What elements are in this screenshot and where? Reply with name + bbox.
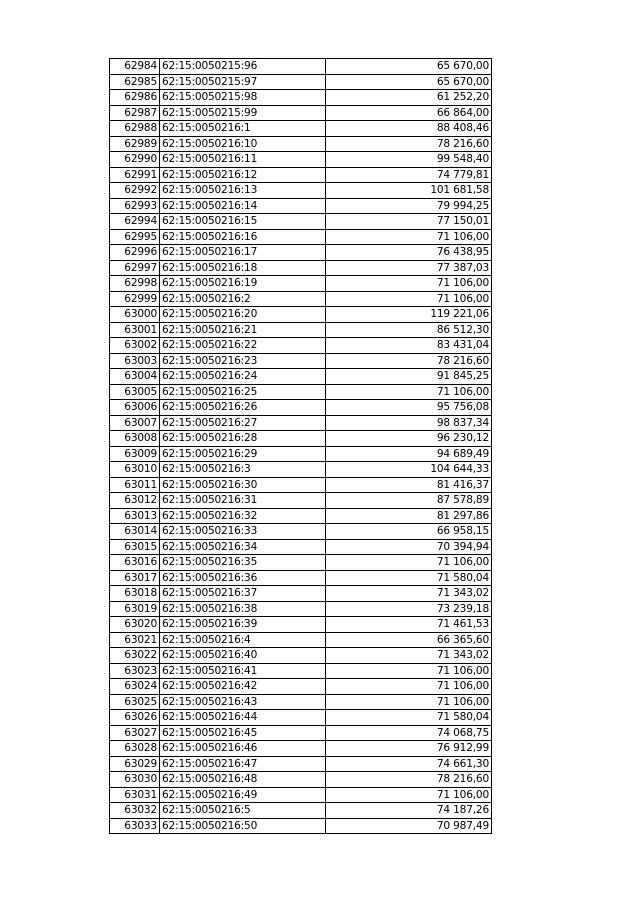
cadastral-number-cell: 62:15:0050216:26 <box>160 400 326 416</box>
row-number-cell: 63020 <box>110 617 160 633</box>
row-number-cell: 63016 <box>110 555 160 571</box>
cadastral-number-cell: 62:15:0050216:29 <box>160 446 326 462</box>
cadastral-value-cell: 86 512,30 <box>326 322 492 338</box>
table-row <box>110 493 492 509</box>
cadastral-value-cell: 71 580,04 <box>326 570 492 586</box>
row-number-cell: 63030 <box>110 772 160 788</box>
row-number-cell: 63017 <box>110 570 160 586</box>
table-row <box>110 152 492 168</box>
table-row <box>110 787 492 803</box>
cadastral-value-cell: 83 431,04 <box>326 338 492 354</box>
cadastral-number-cell: 62:15:0050216:5 <box>160 803 326 819</box>
cadastral-value-cell: 98 837,34 <box>326 415 492 431</box>
row-number-cell: 62985 <box>110 74 160 90</box>
cadastral-value-cell: 71 106,00 <box>326 229 492 245</box>
cadastral-number-cell: 62:15:0050216:21 <box>160 322 326 338</box>
cadastral-value-cell: 88 408,46 <box>326 121 492 137</box>
row-number-cell: 62989 <box>110 136 160 152</box>
cadastral-value-cell: 78 216,60 <box>326 136 492 152</box>
row-number-cell: 62995 <box>110 229 160 245</box>
cadastral-value-cell: 76 438,95 <box>326 245 492 261</box>
table-row <box>110 322 492 338</box>
cadastral-number-cell: 62:15:0050216:35 <box>160 555 326 571</box>
table-row <box>110 539 492 555</box>
cadastral-value-cell: 71 106,00 <box>326 694 492 710</box>
row-number-cell: 63024 <box>110 679 160 695</box>
table-row <box>110 431 492 447</box>
cadastral-number-cell: 62:15:0050216:25 <box>160 384 326 400</box>
cadastral-number-cell: 62:15:0050216:50 <box>160 818 326 834</box>
table-row <box>110 756 492 772</box>
table-row <box>110 803 492 819</box>
cadastral-value-cell: 71 343,02 <box>326 648 492 664</box>
cadastral-value-cell: 78 216,60 <box>326 353 492 369</box>
cadastral-value-cell: 71 106,00 <box>326 679 492 695</box>
row-number-cell: 62996 <box>110 245 160 261</box>
table-row <box>110 632 492 648</box>
cadastral-value-cell: 81 416,37 <box>326 477 492 493</box>
row-number-cell: 62992 <box>110 183 160 199</box>
row-number-cell: 62998 <box>110 276 160 292</box>
row-number-cell: 62994 <box>110 214 160 230</box>
table-row <box>110 462 492 478</box>
cadastral-value-cell: 99 548,40 <box>326 152 492 168</box>
cadastral-value-table <box>109 58 492 834</box>
cadastral-value-cell: 81 297,86 <box>326 508 492 524</box>
cadastral-number-cell: 62:15:0050216:31 <box>160 493 326 509</box>
table-row <box>110 260 492 276</box>
cadastral-number-cell: 62:15:0050216:34 <box>160 539 326 555</box>
row-number-cell: 62993 <box>110 198 160 214</box>
cadastral-value-cell: 77 150,01 <box>326 214 492 230</box>
row-number-cell: 63006 <box>110 400 160 416</box>
table-row <box>110 384 492 400</box>
row-number-cell: 63022 <box>110 648 160 664</box>
cadastral-value-cell: 61 252,20 <box>326 90 492 106</box>
table-row <box>110 183 492 199</box>
cadastral-number-cell: 62:15:0050216:23 <box>160 353 326 369</box>
row-number-cell: 62991 <box>110 167 160 183</box>
cadastral-value-cell: 77 387,03 <box>326 260 492 276</box>
cadastral-number-cell: 62:15:0050216:36 <box>160 570 326 586</box>
cadastral-number-cell: 62:15:0050215:96 <box>160 59 326 75</box>
row-number-cell: 63027 <box>110 725 160 741</box>
row-number-cell: 63003 <box>110 353 160 369</box>
table-row <box>110 59 492 75</box>
cadastral-value-cell: 65 670,00 <box>326 74 492 90</box>
row-number-cell: 63011 <box>110 477 160 493</box>
cadastral-value-cell: 78 216,60 <box>326 772 492 788</box>
cadastral-value-cell: 70 987,49 <box>326 818 492 834</box>
cadastral-value-cell: 79 994,25 <box>326 198 492 214</box>
table-row <box>110 276 492 292</box>
cadastral-value-cell: 71 106,00 <box>326 384 492 400</box>
row-number-cell: 63033 <box>110 818 160 834</box>
row-number-cell: 62986 <box>110 90 160 106</box>
cadastral-number-cell: 62:15:0050216:44 <box>160 710 326 726</box>
cadastral-value-cell: 104 644,33 <box>326 462 492 478</box>
table-row <box>110 741 492 757</box>
row-number-cell: 63001 <box>110 322 160 338</box>
cadastral-number-cell: 62:15:0050216:27 <box>160 415 326 431</box>
row-number-cell: 63019 <box>110 601 160 617</box>
table-row <box>110 508 492 524</box>
cadastral-number-cell: 62:15:0050216:19 <box>160 276 326 292</box>
table-row <box>110 136 492 152</box>
table-body <box>110 59 492 834</box>
cadastral-number-cell: 62:15:0050216:10 <box>160 136 326 152</box>
row-number-cell: 63023 <box>110 663 160 679</box>
cadastral-number-cell: 62:15:0050216:12 <box>160 167 326 183</box>
row-number-cell: 63031 <box>110 787 160 803</box>
cadastral-value-cell: 71 461,53 <box>326 617 492 633</box>
table-row <box>110 121 492 137</box>
row-number-cell: 63010 <box>110 462 160 478</box>
cadastral-number-cell: 62:15:0050216:40 <box>160 648 326 664</box>
cadastral-value-cell: 73 239,18 <box>326 601 492 617</box>
cadastral-number-cell: 62:15:0050216:1 <box>160 121 326 137</box>
row-number-cell: 62997 <box>110 260 160 276</box>
table-row <box>110 601 492 617</box>
cadastral-number-cell: 62:15:0050216:20 <box>160 307 326 323</box>
row-number-cell: 62990 <box>110 152 160 168</box>
table-row <box>110 772 492 788</box>
table-row <box>110 369 492 385</box>
cadastral-number-cell: 62:15:0050215:98 <box>160 90 326 106</box>
cadastral-number-cell: 62:15:0050216:32 <box>160 508 326 524</box>
row-number-cell: 63028 <box>110 741 160 757</box>
table-row <box>110 586 492 602</box>
row-number-cell: 63015 <box>110 539 160 555</box>
table-row <box>110 400 492 416</box>
cadastral-number-cell: 62:15:0050216:39 <box>160 617 326 633</box>
cadastral-number-cell: 62:15:0050216:41 <box>160 663 326 679</box>
cadastral-number-cell: 62:15:0050216:45 <box>160 725 326 741</box>
table-row <box>110 245 492 261</box>
row-number-cell: 63002 <box>110 338 160 354</box>
cadastral-value-cell: 91 845,25 <box>326 369 492 385</box>
cadastral-number-cell: 62:15:0050216:38 <box>160 601 326 617</box>
cadastral-number-cell: 62:15:0050215:97 <box>160 74 326 90</box>
table-row <box>110 307 492 323</box>
cadastral-number-cell: 62:15:0050216:37 <box>160 586 326 602</box>
row-number-cell: 63025 <box>110 694 160 710</box>
cadastral-number-cell: 62:15:0050216:28 <box>160 431 326 447</box>
cadastral-number-cell: 62:15:0050216:2 <box>160 291 326 307</box>
cadastral-value-cell: 74 661,30 <box>326 756 492 772</box>
table-row <box>110 570 492 586</box>
table-row <box>110 477 492 493</box>
table-row <box>110 694 492 710</box>
cadastral-number-cell: 62:15:0050216:47 <box>160 756 326 772</box>
row-number-cell: 63018 <box>110 586 160 602</box>
row-number-cell: 63029 <box>110 756 160 772</box>
cadastral-number-cell: 62:15:0050216:48 <box>160 772 326 788</box>
table-row <box>110 524 492 540</box>
row-number-cell: 63032 <box>110 803 160 819</box>
row-number-cell: 62988 <box>110 121 160 137</box>
table-row <box>110 105 492 121</box>
table-row <box>110 167 492 183</box>
row-number-cell: 63009 <box>110 446 160 462</box>
table-row <box>110 291 492 307</box>
cadastral-value-cell: 66 958,15 <box>326 524 492 540</box>
cadastral-number-cell: 62:15:0050216:33 <box>160 524 326 540</box>
table-row <box>110 710 492 726</box>
cadastral-value-cell: 71 106,00 <box>326 663 492 679</box>
cadastral-number-cell: 62:15:0050216:22 <box>160 338 326 354</box>
row-number-cell: 62984 <box>110 59 160 75</box>
table-row <box>110 679 492 695</box>
cadastral-number-cell: 62:15:0050216:4 <box>160 632 326 648</box>
cadastral-number-cell: 62:15:0050216:16 <box>160 229 326 245</box>
cadastral-number-cell: 62:15:0050216:17 <box>160 245 326 261</box>
cadastral-number-cell: 62:15:0050216:14 <box>160 198 326 214</box>
table-row <box>110 617 492 633</box>
table-row <box>110 555 492 571</box>
cadastral-value-cell: 101 681,58 <box>326 183 492 199</box>
cadastral-number-cell: 62:15:0050216:24 <box>160 369 326 385</box>
row-number-cell: 63005 <box>110 384 160 400</box>
cadastral-value-cell: 65 670,00 <box>326 59 492 75</box>
table-row <box>110 353 492 369</box>
cadastral-value-cell: 71 343,02 <box>326 586 492 602</box>
cadastral-number-cell: 62:15:0050216:3 <box>160 462 326 478</box>
table-row <box>110 338 492 354</box>
row-number-cell: 63008 <box>110 431 160 447</box>
cadastral-value-cell: 71 106,00 <box>326 555 492 571</box>
cadastral-number-cell: 62:15:0050216:42 <box>160 679 326 695</box>
cadastral-value-cell: 71 106,00 <box>326 787 492 803</box>
row-number-cell: 63026 <box>110 710 160 726</box>
row-number-cell: 63007 <box>110 415 160 431</box>
table-row <box>110 198 492 214</box>
cadastral-number-cell: 62:15:0050216:15 <box>160 214 326 230</box>
table-row <box>110 415 492 431</box>
cadastral-number-cell: 62:15:0050216:46 <box>160 741 326 757</box>
cadastral-value-cell: 66 365,60 <box>326 632 492 648</box>
table-row <box>110 725 492 741</box>
cadastral-number-cell: 62:15:0050216:49 <box>160 787 326 803</box>
row-number-cell: 63014 <box>110 524 160 540</box>
cadastral-value-cell: 66 864,00 <box>326 105 492 121</box>
table-row <box>110 648 492 664</box>
cadastral-value-cell: 74 068,75 <box>326 725 492 741</box>
table-row <box>110 74 492 90</box>
cadastral-value-cell: 76 912,99 <box>326 741 492 757</box>
row-number-cell: 63012 <box>110 493 160 509</box>
row-number-cell: 63000 <box>110 307 160 323</box>
row-number-cell: 62999 <box>110 291 160 307</box>
row-number-cell: 62987 <box>110 105 160 121</box>
cadastral-value-cell: 71 106,00 <box>326 276 492 292</box>
cadastral-number-cell: 62:15:0050215:99 <box>160 105 326 121</box>
cadastral-number-cell: 62:15:0050216:11 <box>160 152 326 168</box>
cadastral-number-cell: 62:15:0050216:30 <box>160 477 326 493</box>
cadastral-value-cell: 119 221,06 <box>326 307 492 323</box>
table-row <box>110 214 492 230</box>
cadastral-number-cell: 62:15:0050216:13 <box>160 183 326 199</box>
cadastral-value-cell: 74 187,26 <box>326 803 492 819</box>
cadastral-value-cell: 96 230,12 <box>326 431 492 447</box>
table-row <box>110 663 492 679</box>
cadastral-number-cell: 62:15:0050216:43 <box>160 694 326 710</box>
cadastral-value-cell: 87 578,89 <box>326 493 492 509</box>
row-number-cell: 63021 <box>110 632 160 648</box>
cadastral-value-cell: 95 756,08 <box>326 400 492 416</box>
table-row <box>110 90 492 106</box>
row-number-cell: 63013 <box>110 508 160 524</box>
cadastral-value-cell: 70 394,94 <box>326 539 492 555</box>
table-row <box>110 446 492 462</box>
cadastral-value-cell: 71 580,04 <box>326 710 492 726</box>
table-row <box>110 818 492 834</box>
table-row <box>110 229 492 245</box>
row-number-cell: 63004 <box>110 369 160 385</box>
cadastral-number-cell: 62:15:0050216:18 <box>160 260 326 276</box>
cadastral-value-cell: 71 106,00 <box>326 291 492 307</box>
cadastral-value-cell: 94 689,49 <box>326 446 492 462</box>
cadastral-value-cell: 74 779,81 <box>326 167 492 183</box>
